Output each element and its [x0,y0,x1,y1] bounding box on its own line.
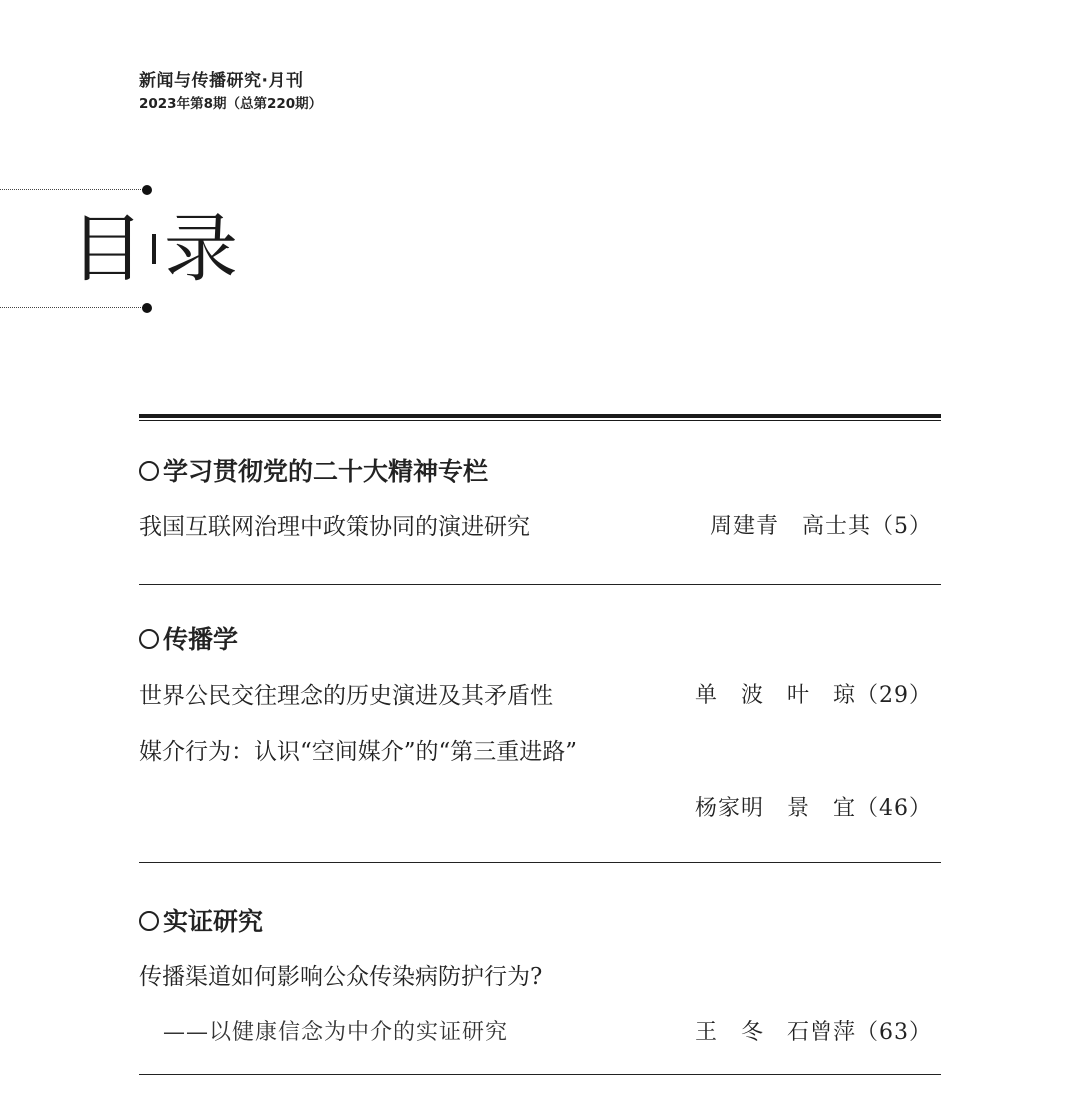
toc-title-separator [152,234,156,264]
journal-name: 新闻与传播研究·月刊 [139,71,304,91]
article-title[interactable]: 我国互联网治理中政策协同的演进研究 [139,514,530,540]
article-subtitle: ——以健康信念为中介的实证研究 [163,1020,509,1045]
dot-top [142,185,152,195]
dotted-line-top [0,189,143,190]
circle-icon [139,911,159,931]
circle-icon [139,629,159,649]
article-authors: 杨家明 景 宜（46） [695,796,932,821]
article-title[interactable]: 媒介行为：认识“空间媒介”的“第三重进路” [139,739,578,765]
section-heading: 实证研究 [139,902,263,938]
circle-icon [139,461,159,481]
article-title[interactable]: 传播渠道如何影响公众传染病防护行为? [139,964,543,990]
dot-bottom [142,303,152,313]
section-rule [139,584,941,585]
top-double-rule [139,414,941,421]
section-heading: 传播学 [139,620,238,656]
toc-title-left: 目 [70,206,144,292]
toc-title [70,204,238,294]
section-heading: 学习贯彻党的二十大精神专栏 [139,452,488,488]
issue-info: 2023年第8期（总第220期） [139,96,323,112]
section-rule [139,1074,941,1075]
dotted-line-bottom [0,307,143,308]
article-title[interactable]: 世界公民交往理念的历史演进及其矛盾性 [139,683,553,709]
article-authors: 周建青 高士其（5） [710,514,932,539]
article-authors: 王 冬 石曾萍（63） [695,1020,932,1045]
toc-title-right: 录 [164,206,238,292]
article-authors: 单 波 叶 琼（29） [695,683,932,708]
section-rule [139,862,941,863]
